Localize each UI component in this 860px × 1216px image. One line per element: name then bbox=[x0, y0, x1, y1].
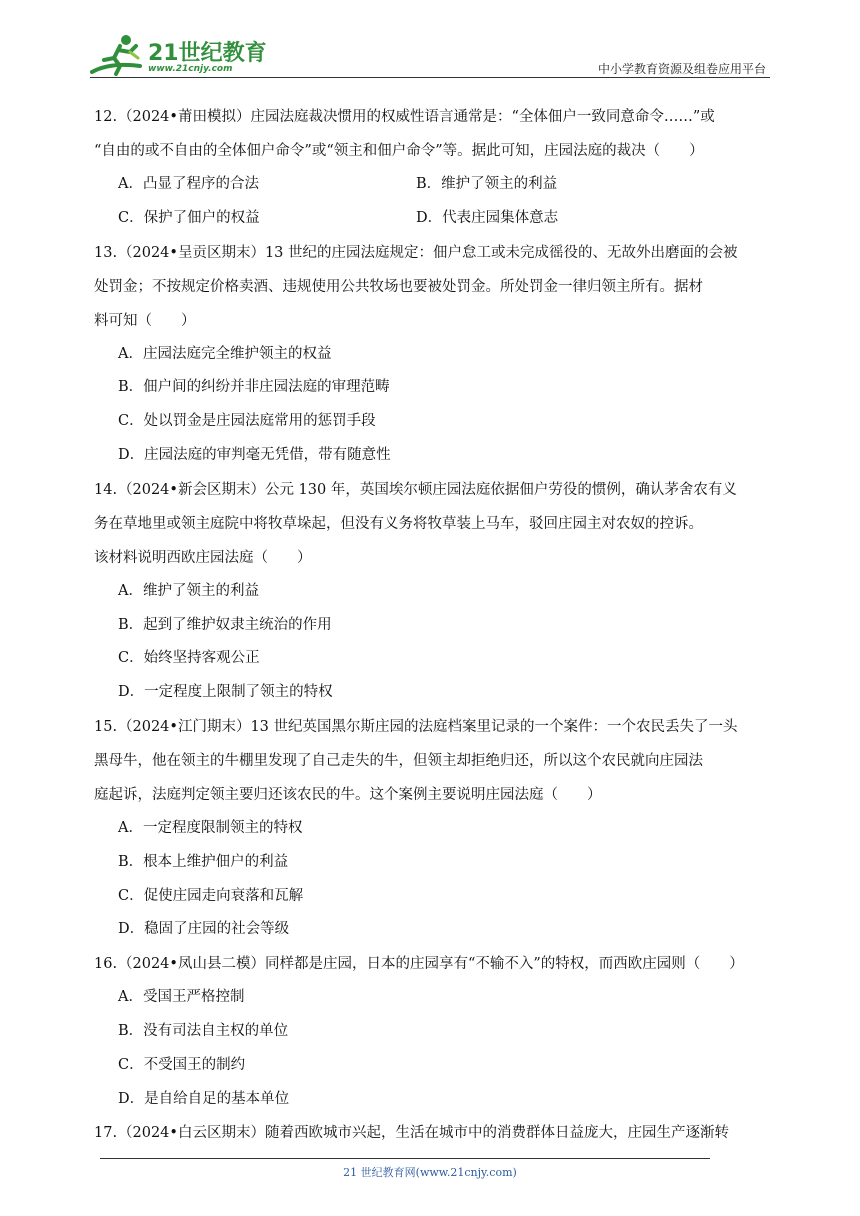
option-a[interactable]: A．受国王严格控制 bbox=[118, 989, 245, 1006]
question-stem bbox=[94, 100, 768, 134]
question-12 bbox=[94, 100, 768, 236]
stem-line: 料可知（ ） bbox=[94, 312, 196, 329]
question-13 bbox=[94, 236, 768, 473]
stem-line: （2024•江门期末）13 世纪英国黑尔斯庄园的法庭档案里记录的一个案件：一个农民丢失了一头 bbox=[118, 718, 738, 735]
question-number: 15. bbox=[94, 718, 118, 735]
question-stem-cont bbox=[94, 507, 768, 541]
option-a[interactable]: A．凸显了程序的合法 bbox=[118, 176, 259, 192]
stem-line: （2024•新会区期末）公元 130 年，英国埃尔顿庄园法庭依据佃户劳役的惯例，确认茅舍农有义 bbox=[118, 481, 737, 498]
option-c[interactable]: C．保护了佃户的权益 bbox=[118, 209, 260, 226]
page-footer[interactable]: 21 世纪教育网(www.21cnjy.com) bbox=[343, 1166, 517, 1179]
option-d[interactable]: D．稳固了庄园的社会等级 bbox=[118, 921, 290, 938]
stem-line: 务在草地里或领主庭院中将牧草垛起，但没有义务将牧草装上马车，驳回庄园主对农奴的控诉。 bbox=[94, 515, 703, 532]
option-a[interactable]: A．庄园法庭完全维护领主的权益 bbox=[118, 345, 332, 362]
runner-logo-icon bbox=[90, 32, 150, 78]
question-stem-cont bbox=[94, 270, 768, 304]
question-stem bbox=[94, 710, 768, 744]
option-b[interactable]: B．起到了维护奴隶主统治的作用 bbox=[118, 616, 332, 633]
stem-line: （2024•莆田模拟）庄园法庭裁决惯用的权威性语言通常是：“全体佃户一致同意命令……”或 bbox=[118, 109, 715, 125]
option-c[interactable]: C．始终坚持客观公正 bbox=[118, 650, 260, 667]
stem-line: 庭起诉，法庭判定领主要归还该农民的牛。这个案例主要说明庄园法庭（ ） bbox=[94, 786, 602, 803]
question-stem-cont bbox=[94, 541, 768, 575]
option-c[interactable]: C．促使庄园走向衰落和瓦解 bbox=[118, 887, 304, 904]
page-header bbox=[90, 30, 770, 80]
option-a[interactable]: A．一定程度限制领主的特权 bbox=[118, 819, 303, 836]
question-stem bbox=[94, 1116, 768, 1150]
stem-line: （2024•白云区期末）随着西欧城市兴起，生活在城市中的消费群体日益庞大，庄园生产逐渐转 bbox=[118, 1125, 729, 1142]
option-b[interactable]: B．根本上维护佃户的利益 bbox=[118, 853, 289, 870]
question-stem bbox=[94, 473, 768, 507]
footer-divider bbox=[100, 1158, 710, 1159]
question-stem-cont bbox=[94, 778, 768, 812]
site-logo bbox=[90, 30, 270, 80]
option-a[interactable]: A．维护了领主的利益 bbox=[118, 582, 259, 599]
logo-url: www.21cnjy.com bbox=[148, 64, 233, 74]
question-stem-cont bbox=[94, 134, 768, 168]
header-divider bbox=[90, 77, 770, 78]
stem-line: 黑母牛，他在领主的牛棚里发现了自己走失的牛，但领主却拒绝归还，所以这个农民就向庄园法 bbox=[94, 752, 703, 769]
option-d[interactable]: D．庄园法庭的审判毫无凭借，带有随意性 bbox=[118, 446, 391, 463]
question-stem-cont bbox=[94, 304, 768, 338]
option-row bbox=[118, 168, 768, 202]
stem-line: （2024•呈贡区期末）13 世纪的庄园法庭规定：佃户怠工或未完成徭役的、无故外出磨面的会被 bbox=[118, 244, 738, 261]
platform-title: 中小学教育资源及组卷应用平台 bbox=[597, 62, 766, 76]
option-b[interactable]: B．维护了领主的利益 bbox=[416, 176, 558, 192]
question-number: 12. bbox=[94, 109, 118, 125]
question-number: 16. bbox=[94, 956, 118, 973]
option-d[interactable]: D．一定程度上限制了领主的特权 bbox=[118, 684, 333, 701]
logo-text: 21世纪教育 bbox=[148, 41, 267, 66]
stem-line: “自由的或不自由的全体佃户命令”或“领主和佃户命令”等。据此可知，庄园法庭的裁决（ ） bbox=[94, 143, 704, 159]
option-d[interactable]: D．是自给自足的基本单位 bbox=[118, 1090, 290, 1107]
option-b[interactable]: B．佃户间的纠纷并非庄园法庭的审理范畴 bbox=[118, 379, 390, 396]
stem-line: 该材料说明西欧庄园法庭（ ） bbox=[94, 549, 312, 566]
question-15 bbox=[94, 710, 768, 947]
question-number: 14. bbox=[94, 481, 118, 498]
question-14 bbox=[94, 473, 768, 710]
question-stem bbox=[94, 947, 768, 981]
stem-line: （2024•凤山县二模）同样都是庄园，日本的庄园享有“不输不入”的特权，而西欧庄园则（ ） bbox=[118, 956, 744, 973]
option-row bbox=[118, 202, 768, 236]
option-c[interactable]: C．处以罚金是庄园法庭常用的惩罚手段 bbox=[118, 413, 376, 430]
question-stem-cont bbox=[94, 744, 768, 778]
question-stem bbox=[94, 236, 768, 270]
question-number: 17. bbox=[94, 1125, 118, 1142]
question-number: 13. bbox=[94, 244, 118, 261]
option-b[interactable]: B．没有司法自主权的单位 bbox=[118, 1022, 289, 1039]
option-d[interactable]: D．代表庄园集体意志 bbox=[416, 209, 559, 226]
stem-line: 处罚金；不按规定价格卖酒、违规使用公共牧场也要被处罚金。所处罚金一律归领主所有。据材 bbox=[94, 278, 703, 295]
question-16 bbox=[94, 947, 768, 1116]
question-list bbox=[94, 100, 768, 1150]
option-c[interactable]: C．不受国王的制约 bbox=[118, 1056, 246, 1073]
question-17 bbox=[94, 1116, 768, 1150]
